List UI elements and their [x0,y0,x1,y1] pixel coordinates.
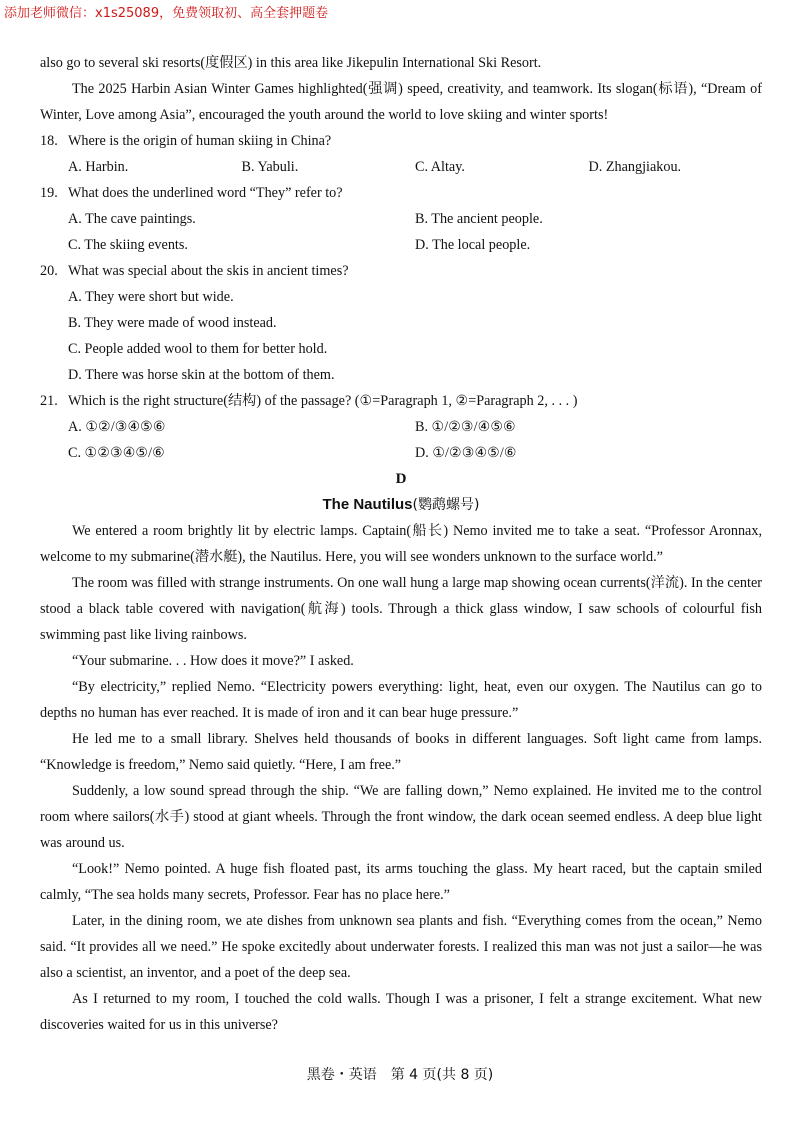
question-number: 18. [40,133,58,149]
option-c[interactable]: C. The skiing events. [68,237,188,253]
option-b[interactable]: B. The ancient people. [415,211,543,227]
question-19 [40,180,762,258]
passage-paragraph-1: We entered a room brightly lit by electric lamps. Captain(船长) Nemo invited me to take a seat. “Professor Aronnax, welcome to my submarine(潜水艇), the Nautilus. Here, you will see wonders unknown to the surface world.” [40,523,762,565]
question-number: 20. [40,263,58,279]
option-c[interactable]: C. People added wool to them for better hold. [68,341,328,357]
header-note: 添加老师微信：x1s25089，免费领取初、高全套押题卷 [4,6,329,21]
option-d[interactable]: D. ①/②③④⑤/⑥ [415,445,517,461]
question-text: Where is the origin of human skiing in China? [68,133,332,149]
option-d[interactable]: D. Zhangjiakou. [588,159,682,175]
question-20 [40,258,762,388]
question-number: 21. [40,393,58,409]
passage-paragraph-4: “By electricity,” replied Nemo. “Electricity powers everything: light, heat, even our oxygen. The Nautilus can go to depths no human has ever reached. It is made of iron and it can bear huge pressure.” [40,679,762,721]
option-a[interactable]: A. ①②/③④⑤⑥ [68,419,166,435]
question-text: Which is the right structure(结构) of the passage? (①=Paragraph 1, ②=Paragraph 2, . . . ) [68,393,578,409]
passage-paragraph-2: The room was filled with strange instruments. On one wall hung a large map showing ocean currents(洋流). In the center stood a black table covered with navigation(航海) tools. Through a thick glass window, I saw schools of colourful fish swimming past like living rainbows. [40,575,762,643]
question-text: What was special about the skis in ancient times? [68,263,349,279]
passage-paragraph-6: Suddenly, a low sound spread through the ship. “We are falling down,” Nemo explained. He invited me to the control room where sailors(水手) stood at giant wheels. Through the front window, the dark ocean seemed endless. A deep blue light was around us. [40,783,762,851]
option-b[interactable]: B. Yabuli. [241,159,299,175]
passage-title-zh: (鹦鹉螺号) [412,497,480,513]
option-c[interactable]: C. Altay. [415,159,465,175]
option-a[interactable]: A. Harbin. [68,159,129,175]
passage-paragraph-3: “Your submarine. . . How does it move?” I asked. [72,653,354,669]
question-text: What does the underlined word “They” refer to? [68,185,343,201]
passage-title-en: The Nautilus [322,496,413,513]
option-b[interactable]: B. ①/②③/④⑤⑥ [415,419,516,435]
option-a[interactable]: A. The cave paintings. [68,211,196,227]
intro-paragraph-end: also go to several ski resorts(度假区) in this area like Jikepulin International Ski Resort. [40,55,542,71]
page-content [40,50,762,1038]
option-d[interactable]: D. There was horse skin at the bottom of them. [68,367,335,383]
option-a[interactable]: A. They were short but wide. [68,289,234,305]
section-letter: D [395,471,407,487]
passage-paragraph-7: “Look!” Nemo pointed. A huge fish floated past, its arms touching the glass. My heart raced, but the captain smiled calmly, “The sea holds many secrets, Professor. Fear has no place here.” [40,861,762,903]
option-c[interactable]: C. ①②③④⑤/⑥ [68,445,165,461]
passage-paragraph-5: He led me to a small library. Shelves held thousands of books in different languages. Soft light came from lamps. “Knowledge is freedom,” Nemo said quietly. “Here, I am free.” [40,731,762,773]
option-d[interactable]: D. The local people. [415,237,531,253]
passage-paragraph-8: Later, in the dining room, we ate dishes from unknown sea plants and fish. “Everything comes from the ocean,” Nemo said. “It provides all we need.” He spoke excitedly about underwater forests. I realized this man was not just a sailor—he was also a scientist, an inventor, and a poet of the deep sea. [40,913,762,981]
passage-paragraph-9: As I returned to my room, I touched the cold walls. Though I was a prisoner, I felt a strange excitement. What new discoveries waited for us in this universe? [40,991,762,1033]
option-b[interactable]: B. They were made of wood instead. [68,315,277,331]
question-number: 19. [40,185,58,201]
question-18 [40,128,762,180]
passage-title [40,492,762,518]
question-21 [40,388,762,466]
intro-paragraph-last: The 2025 Harbin Asian Winter Games highlighted(强调) speed, creativity, and teamwork. Its slogan(标语), “Dream of Winter, Love among Asia”, encouraged the youth around the world to love skiing and winter sports! [40,81,762,123]
page-footer: 黑卷・英语 第 4 页(共 8 页) [306,1067,494,1083]
